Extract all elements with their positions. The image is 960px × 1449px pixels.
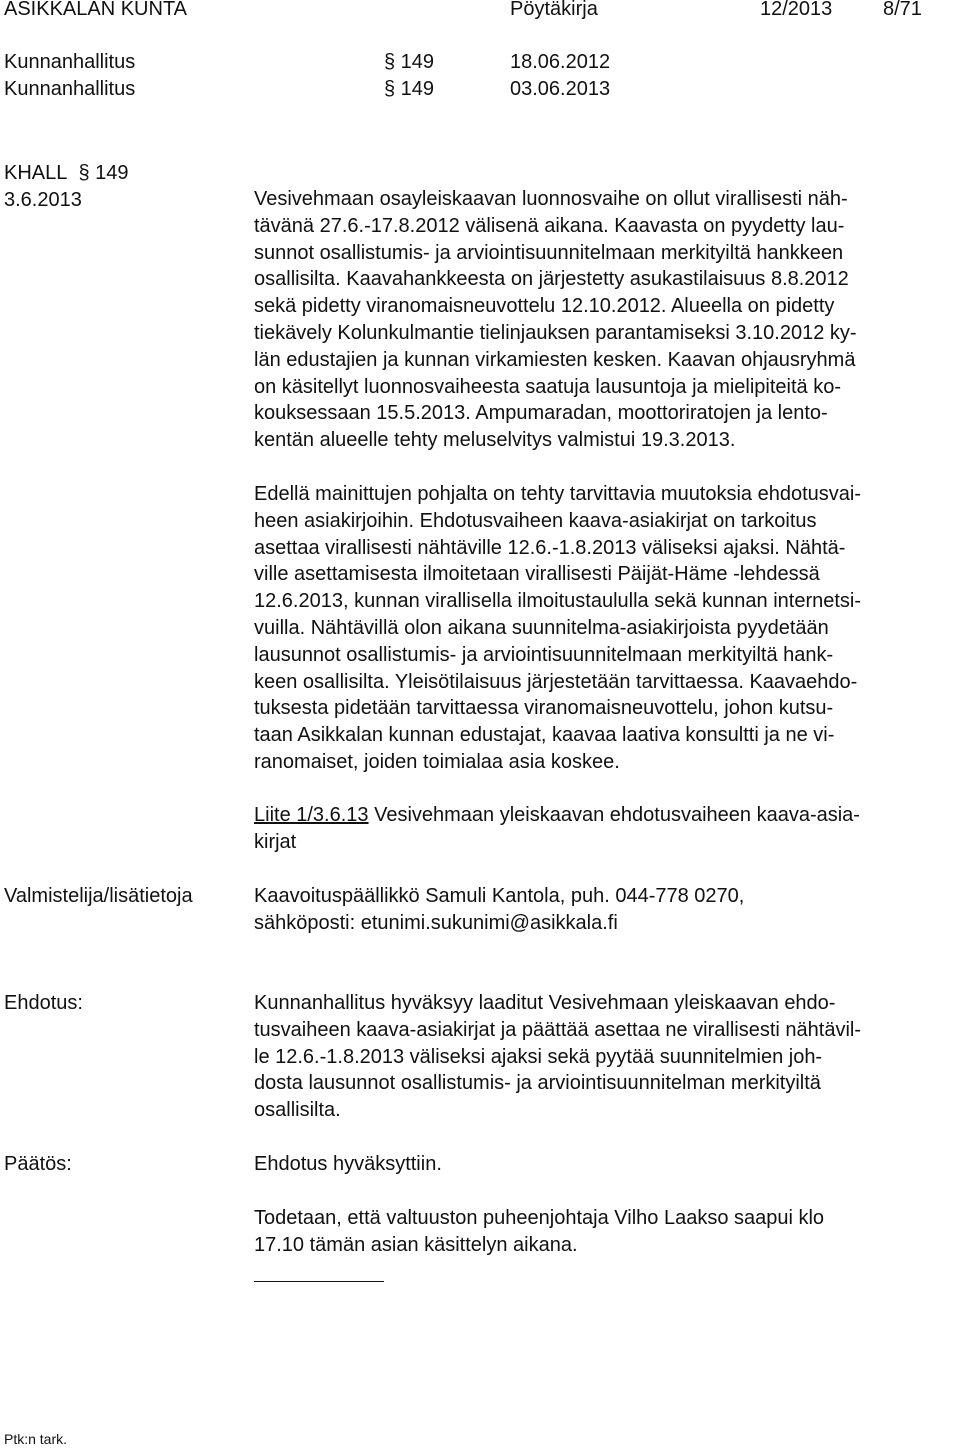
text-line: le 12.6.-1.8.2013 väliseksi ajaksi sekä pyytää suunnitelmien joh- (254, 1045, 823, 1068)
document-type: Pöytäkirja (510, 0, 598, 20)
attachment-title: Vesivehmaan yleiskaavan ehdotusvaiheen kaava-asia- (368, 804, 860, 826)
text-line: kouksessaan 15.5.2013. Ampumaradan, moottoriratojen ja lento- (254, 402, 828, 425)
text-line: ranomaiset, joiden toimialaa asia koskee. (254, 750, 620, 773)
history-body-1: Kunnanhallitus (4, 51, 136, 73)
history-body-2: Kunnanhallitus (4, 78, 136, 100)
history-date-2: 03.06.2013 (510, 78, 611, 100)
preparer-info (254, 883, 954, 937)
khall-date: 3.6.2013 (4, 189, 82, 211)
text-line: sekä pidetty viranomaisneuvottelu 12.10.2012. Alueella on pidetty (254, 295, 835, 318)
text-line: lausunnot osallistumis- ja arviointisuunnitelmaan merkityiltä hank- (254, 643, 834, 666)
text-line: Edellä mainittujen pohjalta on tehty tarvittavia muutoksia ehdotusvai- (254, 483, 862, 505)
signature-rule (254, 1281, 384, 1282)
khall-name: KHALL (4, 162, 68, 184)
text-line: asettaa virallisesti nähtäville 12.6.-1.8.2013 väliseksi ajaksi. Nähtä- (254, 536, 846, 559)
text-line: kentän alueelle tehty meluselvitys valmistui 19.3.2013. (254, 429, 736, 452)
text-line: Kunnanhallitus hyväksyy laaditut Vesivehmaan yleiskaavan ehdo- (254, 992, 836, 1014)
proposal-text (254, 990, 954, 1124)
preparer-email: sähköposti: etunimi.sukunimi@asikkala.fi (254, 912, 618, 934)
text-line: tuksesta pidetään tarvittaessa viranomaisneuvottelu, johon kutsu- (254, 697, 834, 720)
paragraph-2 (254, 481, 954, 776)
decision-note (254, 1205, 954, 1259)
decision-label: Päätös: (4, 1153, 72, 1175)
decision-text: Ehdotus hyväksyttiin. (254, 1153, 442, 1175)
text-line: on käsitellyt luonnosvaiheesta saatuja lausuntoja ja mielipiteitä ko- (254, 375, 842, 398)
khall-label (4, 160, 129, 186)
text-line: keen osallisilta. Yleisötilaisuus järjestetään tarvittaessa. Kaavaehdo- (254, 670, 858, 693)
text-line: heen asiakirjoihin. Ehdotusvaiheen kaava-asiakirjat on tarkoitus (254, 509, 817, 532)
page-number: 8/71 (883, 0, 922, 20)
document-number: 12/2013 (760, 0, 833, 20)
history-section-1: § 149 (384, 51, 435, 73)
text-line: tävänä 27.6.-17.8.2012 välisenä aikana. Kaavasta on pyydetty lau- (254, 214, 845, 237)
attachment-reference (254, 802, 954, 856)
text-line: osallisilta. (254, 1099, 341, 1122)
text-line: dosta lausunnot osallistumis- ja arviointisuunnitelman merkityiltä (254, 1072, 821, 1095)
preparer-contact: Kaavoituspäällikkö Samuli Kantola, puh. 044-778 0270, (254, 885, 745, 907)
attachment-link[interactable]: Liite 1/3.6.13 (254, 804, 369, 826)
paragraph-1 (254, 186, 954, 454)
khall-section: § 149 (78, 162, 129, 184)
footer-checker-label: Ptk:n tark. (4, 1431, 68, 1447)
text-line: sunnot osallistumis- ja arviointisuunnitelmaan merkityiltä hankkeen (254, 241, 844, 264)
text-line: vuilla. Nähtävillä olon aikana suunnitelma-asiakirjoista pyydetään (254, 616, 829, 639)
attachment-title-continued: kirjat (254, 830, 297, 853)
text-line: ville asettamisesta ilmoitetaan virallisesti Päijät-Häme -lehdessä (254, 563, 820, 586)
text-line: län edustajien ja kunnan virkamiesten kesken. Kaavan ohjausryhmä (254, 348, 856, 371)
text-line: 17.10 tämän asian käsittelyn aikana. (254, 1233, 578, 1256)
text-line: Vesivehmaan osayleiskaavan luonnosvaihe on ollut virallisesti näh- (254, 188, 848, 210)
history-date-1: 18.06.2012 (510, 51, 611, 73)
text-line: tiekävely Kolunkulmantie tielinjauksen parantamiseksi 3.10.2012 ky- (254, 321, 857, 344)
text-line: tusvaiheen kaava-asiakirjat ja päättää asettaa ne virallisesti nähtävil- (254, 1018, 862, 1041)
preparer-label: Valmistelija/lisätietoja (4, 885, 193, 907)
history-section-2: § 149 (384, 78, 435, 100)
text-line: Todetaan, että valtuuston puheenjohtaja Vilho Laakso saapui klo (254, 1207, 825, 1229)
organization-name: ASIKKALAN KUNTA (4, 0, 188, 20)
text-line: 12.6.2013, kunnan virallisella ilmoitustaululla sekä kunnan internetsi- (254, 590, 862, 613)
text-line: taan Asikkalan kunnan edustajat, kaavaa laativa konsultti ja ne vi- (254, 724, 835, 747)
proposal-label: Ehdotus: (4, 992, 83, 1014)
text-line: osallisilta. Kaavahankkeesta on järjestetty asukastilaisuus 8.8.2012 (254, 268, 849, 291)
